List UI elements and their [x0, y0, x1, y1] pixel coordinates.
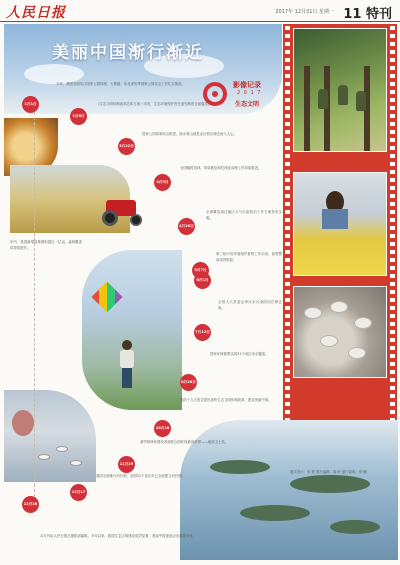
child-legs — [122, 368, 132, 388]
photo-tractor — [100, 196, 146, 226]
timeline-dot: 12月28日 — [22, 496, 39, 513]
timeline-caption: 今年，我国全面实行国家公园体制，大熊猫、东北虎豹等国家公园试点工作扎实推进。 — [56, 82, 185, 86]
brand-title: 影像记录 — [233, 81, 261, 89]
film-perforation — [390, 26, 395, 462]
tree-trunk — [304, 66, 310, 151]
timeline-dot: 7月12日 — [194, 324, 211, 341]
seagull — [38, 454, 50, 460]
headline: 美丽中国渐行渐近 — [52, 43, 204, 63]
photo-captions: 版式设计：张 珍 图片编辑：周 岭 照片说明：李 楠 — [290, 470, 367, 474]
timeline-dot: 5月7日 — [192, 262, 209, 279]
timeline-caption: 第三轮中央环境保护督察工作启动，督察整改成效明显。 — [216, 252, 282, 262]
island — [330, 520, 380, 534]
photo-forest-patrol — [293, 28, 387, 152]
timeline-connector — [34, 102, 35, 502]
lamb — [330, 301, 348, 313]
island — [210, 460, 270, 474]
brand-year: 2 0 1 7 — [237, 90, 262, 96]
timeline-dot: 8月28日 — [180, 374, 197, 391]
timeline-dot: 3月22日 — [118, 138, 135, 155]
island — [240, 505, 310, 521]
intro-paragraph: 年内，我国新增造林面积超过一亿亩，森林覆盖率持续提升。 — [10, 240, 82, 250]
running-child — [118, 340, 136, 390]
footer-note: 本专刊由人民日报社摄影部编辑。今年以来，我国生态文明建设成效显著，美丽中国建设迈出重要步伐。 — [40, 534, 196, 538]
photo-factory-worker — [293, 172, 387, 276]
timeline-caption: 京津冀及周边地区大气污染防治工作方案发布实施。 — [206, 210, 282, 220]
cloud — [24, 64, 84, 84]
photo-lambs — [293, 286, 387, 378]
timeline-dot: 1月1日 — [22, 96, 39, 113]
film-perforation — [285, 26, 290, 462]
timeline-dot: 10月18日 — [154, 420, 171, 437]
timeline-dot: 6月1日 — [194, 272, 211, 289]
timeline-dot: 12月17日 — [70, 484, 87, 501]
ranger-figure — [356, 91, 366, 111]
child-figure — [12, 410, 34, 436]
timeline-dot: 11月29日 — [118, 456, 135, 473]
timeline-dot: 1月6日 — [70, 108, 87, 125]
page-number: 11 特刊 — [343, 7, 392, 22]
timeline-caption: 塞罕坝林场建设者获联合国环保最高荣誉——地球卫士奖。 — [140, 440, 229, 444]
timeline-caption: 《生态文明体制改革总体方案》印发，生态环境保护责任追究制度全面落实。 — [96, 102, 212, 106]
photo-child-seagulls — [4, 390, 96, 482]
worker-uniform — [322, 209, 348, 229]
ranger-figure — [318, 89, 328, 109]
timeline-caption: 党的十九大报告提出加快生态文明体制改革，建设美丽中国。 — [180, 398, 272, 402]
tractor-wheel — [102, 210, 118, 226]
timeline-caption: 我国全面推行河长制，全国31个省区市已全部建立河长制。 — [96, 474, 186, 478]
issue-date: 2017年 12月31日 星期一 — [275, 9, 334, 15]
lamb — [354, 317, 372, 329]
seagull — [56, 446, 68, 452]
seagull — [70, 460, 82, 466]
timeline-dot: 4月5日 — [154, 174, 171, 191]
newspaper-logo: 人民日报 — [6, 5, 66, 21]
timeline-caption: 国家公园体制试点推进，绿水青山就是金山银山理念深入人心。 — [142, 132, 237, 136]
timeline-caption: 全国植树造林、草原修复和荒漠化治理工作持续推进。 — [180, 166, 262, 170]
lamb — [304, 307, 322, 319]
masthead — [0, 0, 400, 22]
timeline-caption: 全国人大常委会审议水污染防治法修正案。 — [218, 300, 282, 310]
child-shirt — [120, 350, 134, 368]
ranger-figure — [338, 85, 348, 105]
timeline-dot: 4月26日 — [178, 218, 195, 235]
child-head — [122, 340, 132, 350]
brand-block — [203, 78, 283, 118]
film-strip — [283, 24, 397, 464]
timeline-caption: 国家环保督察实现31个省区市全覆盖。 — [210, 352, 269, 356]
lamb — [348, 347, 366, 359]
lamb — [320, 335, 338, 347]
island — [290, 475, 370, 493]
tractor-wheel — [130, 214, 142, 226]
brand-subtitle: 生态文明 — [235, 101, 260, 108]
